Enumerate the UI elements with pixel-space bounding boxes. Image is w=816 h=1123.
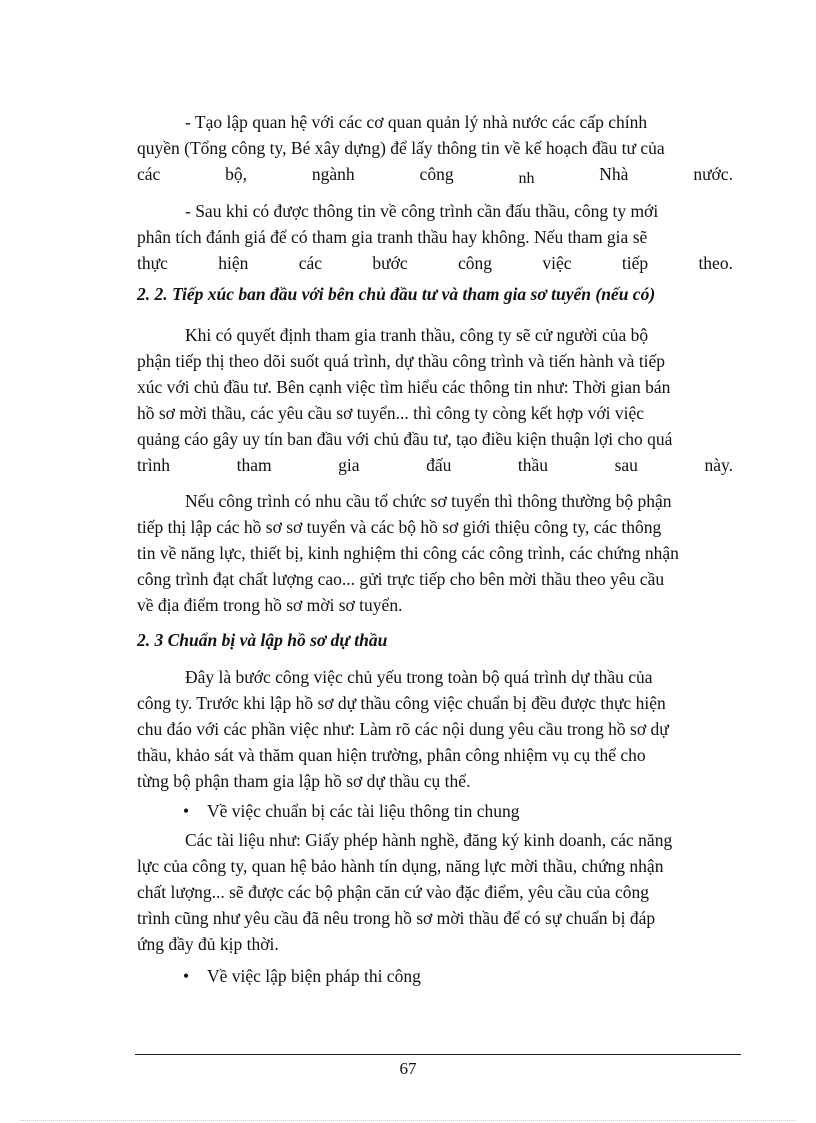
paragraph-line: chất lượng... sẽ được các bộ phận căn cứ vào đặc điểm, yêu cầu của công (137, 882, 649, 902)
paragraph-line (137, 135, 733, 161)
bullet-icon: • (183, 966, 190, 986)
justified-line (137, 250, 733, 276)
paragraph-line: công trình đạt chất lượng cao... gửi trực tiếp cho bên mời thầu theo yêu cầu (137, 569, 665, 589)
paragraph-line: Đây là bước công việc chủ yếu trong toàn bộ quá trình dự thầu của (185, 667, 653, 687)
paragraph-line: Nếu công trình có nhu cầu tổ chức sơ tuyển thì thông thường bộ phận (185, 491, 672, 511)
bullet-item (183, 963, 779, 989)
justified-line (137, 161, 733, 187)
word: thực (137, 253, 168, 273)
word: nước. (693, 164, 733, 184)
paragraph-line: lực của công ty, quan hệ bảo hành tín dụng, năng lực mời thầu, chứng nhận (137, 856, 664, 876)
paragraph-line: về địa điểm trong hồ sơ mời sơ tuyển. (137, 595, 403, 615)
paragraph-line: trình cũng như yêu cầu đã nêu trong hồ sơ mời thầu để có sự chuẩn bị đáp (137, 908, 656, 928)
word: gia (338, 455, 360, 475)
text: quyền (Tổng công ty, Bé xây dựng) để lấy thông tin về kế hoạch đầu tư của (137, 138, 665, 158)
paragraph-line: từng bộ phận tham gia lập hồ sơ dự thầu cụ thể. (137, 771, 471, 791)
bullet-text: Về việc lập biện pháp thi công (207, 966, 421, 986)
word: tham (236, 455, 272, 475)
word: việc (542, 253, 572, 273)
paragraph-line: chu đáo với các phần việc như: Làm rõ các nội dung yêu cầu trong hồ sơ dự (137, 719, 669, 739)
word: theo. (698, 253, 733, 273)
paragraph-line: công ty. Trước khi lập hồ sơ dự thầu công việc chuẩn bị đều được thực hiện (137, 693, 666, 713)
paragraph-line: xúc với chủ đầu tư. Bên cạnh việc tìm hiểu các thông tin như: Thời gian bán (137, 377, 671, 397)
footer-divider (135, 1054, 741, 1055)
word: trình (137, 455, 171, 475)
word: Nhà (599, 164, 629, 184)
word: này. (704, 455, 733, 475)
bullet-icon: • (183, 801, 190, 821)
word-fragment: nh (518, 170, 535, 187)
word: bộ, (225, 164, 248, 184)
section-heading: 2. 3 Chuẩn bị và lập hồ sơ dự thầu (137, 630, 388, 650)
word (420, 161, 454, 187)
paragraph-line: thầu, khảo sát và thăm quan hiện trường, phân công nhiệm vụ cụ thể cho (137, 745, 646, 765)
paragraph-line (137, 224, 733, 250)
word: ngành (311, 164, 355, 184)
word: bước (372, 253, 408, 273)
text: - Sau khi có được thông tin về công trình cần đấu thầu, công ty mới (185, 201, 659, 221)
word: hiện (218, 253, 249, 273)
paragraph-line: phận tiếp thị theo dõi suốt quá trình, dự thầu công trình và tiến hành và tiếp (137, 351, 666, 371)
paragraph-line: ứng đầy đủ kịp thời. (137, 934, 279, 954)
paragraph-line: Các tài liệu như: Giấy phép hành nghề, đăng ký kinh doanh, các năng (185, 830, 673, 850)
word-part: công (419, 164, 454, 184)
page-edge-divider (20, 1120, 796, 1121)
word: các (137, 164, 161, 184)
paragraph-line: tin về năng lực, thiết bị, kinh nghiệm thi công các công trình, các chứng nhận (137, 543, 679, 563)
section-heading: 2. 2. Tiếp xúc ban đầu với bên chủ đầu tư và tham gia sơ tuyển (nếu có) (137, 284, 656, 304)
text: phân tích đánh giá để có tham gia tranh thầu hay không. Nếu tham gia sẽ (137, 227, 648, 247)
paragraph-line: tiếp thị lập các hồ sơ sơ tuyển và các bộ hồ sơ giới thiệu công ty, các thông (137, 517, 662, 537)
word: sau (614, 455, 638, 475)
paragraph-line: hồ sơ mời thầu, các yêu cầu sơ tuyển... thì công ty còng kết hợp với việc (137, 403, 644, 423)
page-number: 67 (399, 1059, 417, 1078)
word: các (298, 253, 323, 273)
paragraph-line (185, 109, 733, 135)
text: - Tạo lập quan hệ với các cơ quan quản lý nhà nước các cấp chính (185, 112, 648, 132)
word: đấu (426, 455, 452, 475)
justified-line (137, 452, 733, 478)
paragraph-line: quảng cáo gây uy tín ban đầu với chủ đầu tư, tạo điều kiện thuận lợi cho quá (137, 429, 673, 449)
bullet-item (183, 798, 779, 824)
word: tiếp (621, 253, 649, 273)
word: thầu (517, 455, 549, 475)
word: công (457, 253, 492, 273)
bullet-text: Về việc chuẩn bị các tài liệu thông tin chung (207, 801, 520, 821)
paragraph-line: Khi có quyết định tham gia tranh thầu, công ty sẽ cử người của bộ (185, 325, 649, 345)
paragraph-line (185, 198, 733, 224)
